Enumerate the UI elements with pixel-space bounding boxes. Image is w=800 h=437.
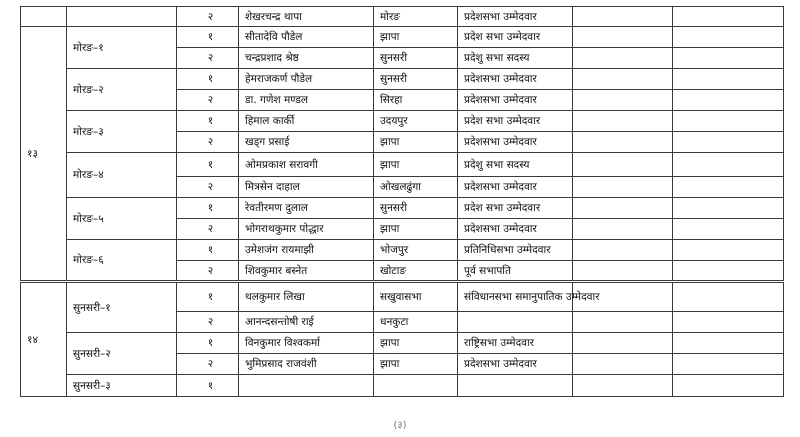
empty-cell bbox=[673, 261, 784, 282]
candidate-name: विनकुमार विश्वकर्मा bbox=[239, 333, 374, 354]
empty-cell bbox=[673, 153, 784, 177]
candidate-name: भोगराथकुमार पोद्धार bbox=[239, 219, 374, 240]
constituency-cell bbox=[67, 7, 177, 27]
candidate-name: आनन्दसन्तोषी राई bbox=[239, 312, 374, 333]
home-district: झापा bbox=[374, 333, 458, 354]
table-row bbox=[21, 69, 784, 90]
empty-cell bbox=[673, 240, 784, 261]
home-district: सुनसरी bbox=[374, 48, 458, 69]
previous-post bbox=[458, 375, 573, 397]
empty-cell bbox=[673, 48, 784, 69]
candidate-name: रेवतीरमण दुलाल bbox=[239, 198, 374, 219]
empty-cell bbox=[573, 261, 673, 282]
previous-post: प्रदेशसभा उम्मेदवार bbox=[458, 177, 573, 198]
candidate-name bbox=[239, 375, 374, 397]
district-number-cell: १३ bbox=[21, 27, 67, 282]
candidate-name: हिमाल कार्की bbox=[239, 111, 374, 132]
table-row bbox=[21, 7, 784, 27]
candidate-number: २ bbox=[177, 7, 239, 27]
candidate-number: १ bbox=[177, 69, 239, 90]
candidate-number: १ bbox=[177, 333, 239, 354]
previous-post: प्रदेश सभा उम्मेदवार bbox=[458, 198, 573, 219]
previous-post: प्रदेशसभा उम्मेदवार bbox=[458, 7, 573, 27]
constituency-cell: सुनसरी–१ bbox=[67, 282, 177, 333]
previous-post: प्रदेशु सभा सदस्य bbox=[458, 153, 573, 177]
home-district: धनकुटा bbox=[374, 312, 458, 333]
empty-cell bbox=[573, 219, 673, 240]
previous-post: संविधानसभा समानुपातिक उम्मेदवार bbox=[458, 282, 573, 312]
home-district: झापा bbox=[374, 153, 458, 177]
candidate-number: १ bbox=[177, 375, 239, 397]
candidate-number: १ bbox=[177, 198, 239, 219]
empty-cell bbox=[573, 153, 673, 177]
home-district: भोजपुर bbox=[374, 240, 458, 261]
table-row bbox=[21, 153, 784, 177]
empty-cell bbox=[573, 312, 673, 333]
home-district: खोटाङ bbox=[374, 261, 458, 282]
empty-cell bbox=[673, 177, 784, 198]
empty-cell bbox=[573, 90, 673, 111]
district-number-cell bbox=[21, 7, 67, 27]
table-row bbox=[21, 282, 784, 312]
candidate-name: मित्रसेन दाहाल bbox=[239, 177, 374, 198]
candidate-number: २ bbox=[177, 219, 239, 240]
home-district: झापा bbox=[374, 354, 458, 375]
candidate-number: १ bbox=[177, 240, 239, 261]
empty-cell bbox=[573, 177, 673, 198]
constituency-cell: मोरङ–१ bbox=[67, 27, 177, 69]
page-number: (३) bbox=[393, 420, 407, 431]
home-district: सुनसरी bbox=[374, 198, 458, 219]
empty-cell bbox=[673, 69, 784, 90]
empty-cell bbox=[673, 132, 784, 153]
candidate-name: चन्द्रप्रशाद श्रेष्ठ bbox=[239, 48, 374, 69]
previous-post: प्रदेशसभा उम्मेदवार bbox=[458, 132, 573, 153]
candidate-number: १ bbox=[177, 111, 239, 132]
empty-cell bbox=[673, 333, 784, 354]
previous-post: प्रदेशसभा उम्मेदवार bbox=[458, 90, 573, 111]
empty-cell bbox=[673, 312, 784, 333]
table-row bbox=[21, 198, 784, 219]
home-district: सखुवासभा bbox=[374, 282, 458, 312]
previous-post: प्रतिनिधिसभा उम्मेदवार bbox=[458, 240, 573, 261]
home-district: ओखलढुंगा bbox=[374, 177, 458, 198]
previous-post: प्रदेशसभा उम्मेदवार bbox=[458, 69, 573, 90]
home-district: उदयपुर bbox=[374, 111, 458, 132]
constituency-cell: मोरङ–२ bbox=[67, 69, 177, 111]
table-row bbox=[21, 27, 784, 48]
empty-cell bbox=[573, 48, 673, 69]
candidate-number: २ bbox=[177, 177, 239, 198]
candidate-number: २ bbox=[177, 132, 239, 153]
candidate-name: शेखरचन्द्र थापा bbox=[239, 7, 374, 27]
candidate-name: उमेशजंग रायमाझी bbox=[239, 240, 374, 261]
previous-post: राष्ट्रिसभा उम्मेदवार bbox=[458, 333, 573, 354]
previous-post: प्रदेश सभा उम्मेदवार bbox=[458, 27, 573, 48]
table-row bbox=[21, 111, 784, 132]
candidate-name: डा. गणेश मण्डल bbox=[239, 90, 374, 111]
empty-cell bbox=[573, 198, 673, 219]
candidate-number: २ bbox=[177, 48, 239, 69]
candidate-number: १ bbox=[177, 282, 239, 312]
previous-post: प्रदेश सभा उम्मेदवार bbox=[458, 111, 573, 132]
constituency-cell: मोरङ–३ bbox=[67, 111, 177, 153]
previous-post: प्रदेशसभा उम्मेदवार bbox=[458, 219, 573, 240]
constituency-cell: सुनसरी–३ bbox=[67, 375, 177, 397]
candidate-number: २ bbox=[177, 312, 239, 333]
empty-cell bbox=[673, 375, 784, 397]
candidate-number: २ bbox=[177, 90, 239, 111]
empty-cell bbox=[673, 111, 784, 132]
candidate-number: १ bbox=[177, 153, 239, 177]
home-district: सिरहा bbox=[374, 90, 458, 111]
empty-cell bbox=[573, 7, 673, 27]
district-number-cell: १४ bbox=[21, 282, 67, 397]
constituency-cell: मोरङ–४ bbox=[67, 153, 177, 198]
empty-cell bbox=[673, 27, 784, 48]
table-row bbox=[21, 375, 784, 397]
empty-cell bbox=[573, 354, 673, 375]
constituency-cell: मोरङ–५ bbox=[67, 198, 177, 240]
previous-post: पूर्व सभापति bbox=[458, 261, 573, 282]
candidate-name: भुमिप्रसाद राजवंशी bbox=[239, 354, 374, 375]
table-row bbox=[21, 240, 784, 261]
candidate-name: खड्ग प्रसाई bbox=[239, 132, 374, 153]
empty-cell bbox=[573, 240, 673, 261]
candidate-table bbox=[20, 6, 784, 397]
candidate-name: थलकुमार लिखा bbox=[239, 282, 374, 312]
candidate-name: ओमप्रकाश सरावगी bbox=[239, 153, 374, 177]
home-district: झापा bbox=[374, 219, 458, 240]
empty-cell bbox=[573, 111, 673, 132]
table-row bbox=[21, 333, 784, 354]
candidate-number: २ bbox=[177, 354, 239, 375]
previous-post: प्रदेशसभा उम्मेदवार bbox=[458, 354, 573, 375]
candidate-name: शिवकुमार बस्नेत bbox=[239, 261, 374, 282]
empty-cell bbox=[673, 90, 784, 111]
empty-cell bbox=[573, 27, 673, 48]
empty-cell bbox=[573, 69, 673, 90]
constituency-cell: मोरङ–६ bbox=[67, 240, 177, 282]
constituency-cell: सुनसरी–२ bbox=[67, 333, 177, 375]
home-district: झापा bbox=[374, 132, 458, 153]
previous-post: प्रदेशु सभा सदस्य bbox=[458, 48, 573, 69]
previous-post bbox=[458, 312, 573, 333]
empty-cell bbox=[673, 219, 784, 240]
candidate-number: १ bbox=[177, 27, 239, 48]
empty-cell bbox=[573, 333, 673, 354]
empty-cell bbox=[673, 282, 784, 312]
empty-cell bbox=[573, 132, 673, 153]
empty-cell bbox=[673, 198, 784, 219]
empty-cell bbox=[573, 375, 673, 397]
candidate-number: २ bbox=[177, 261, 239, 282]
candidate-name: सीतादेवि पौडेल bbox=[239, 27, 374, 48]
home-district: झापा bbox=[374, 27, 458, 48]
home-district: सुनसरी bbox=[374, 69, 458, 90]
home-district bbox=[374, 375, 458, 397]
empty-cell bbox=[673, 7, 784, 27]
candidate-name: हेमराजकर्ण पौडेल bbox=[239, 69, 374, 90]
empty-cell bbox=[673, 354, 784, 375]
home-district: मोरङ bbox=[374, 7, 458, 27]
